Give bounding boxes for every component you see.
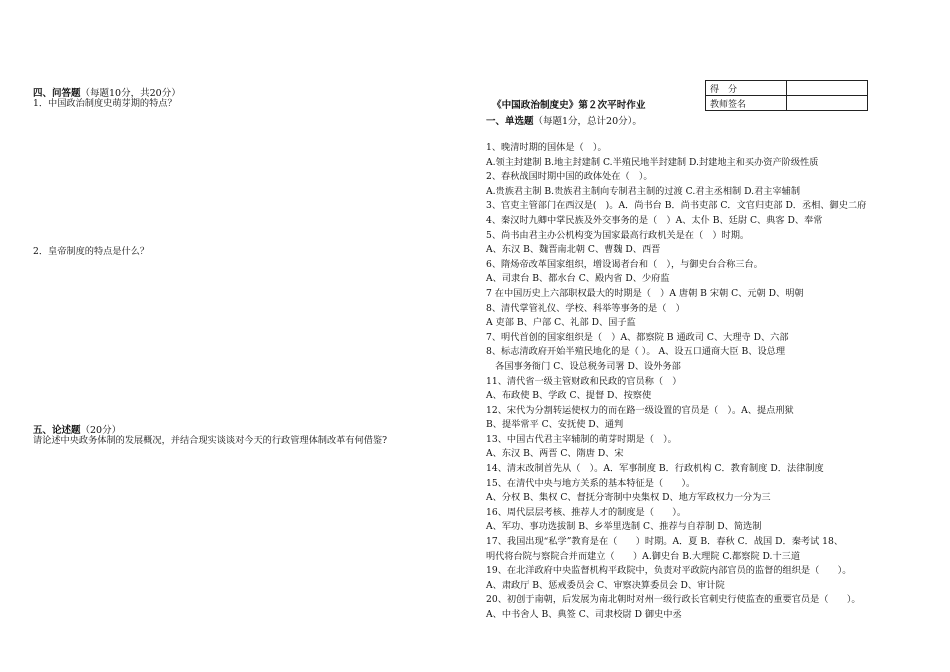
question-list <box>486 141 866 623</box>
question-line: 7 在中国历史上六部职权最大的时期是（ ）A 唐朝 B 宋朝 C、元朝 D、明朝 <box>486 287 804 299</box>
section5-title: 五、论述题 <box>33 425 81 436</box>
score-label: 得 分 <box>706 81 787 96</box>
question-line: 19、在北洋政府中央监督机构平政院中，负责对平政院内部官员的监督的组织是（ ）。 <box>486 565 852 577</box>
question-line: 1、晚清时期的国体是（ ）。 <box>486 142 607 153</box>
question-line: 5、尚书由君主办公机构变为国家最高行政机关是在（ ）时期。 <box>486 229 750 241</box>
question-line: A、布政使 B、学政 C、提督 D、按察使 <box>486 390 652 402</box>
question-line: 6、隋炀帝改革国家组织，增设谒者台和（ ），与御史台合称三台。 <box>486 258 763 270</box>
score-value-cell[interactable] <box>787 81 868 96</box>
section1-note: （每题1分，总计20分）。 <box>533 116 642 127</box>
question-line: A、东汉 B、两晋 C、隋唐 D、宋 <box>486 448 624 460</box>
section1-heading <box>486 113 642 127</box>
section4-note: （每题10分，共20分） <box>80 88 181 99</box>
section1-title: 一、单选题 <box>486 116 534 127</box>
question-4-1: 1．中国政治制度史萌芽期的特点？ <box>33 98 177 109</box>
question-line: A.领主封建制 B.地主封建制 C.半殖民地半封建制 D.封建地主和买办资产阶级性质 <box>486 156 819 168</box>
question-line: 12、宋代为分割转运使权力的而在路一级设置的官员是（ ）。A、提点刑狱 <box>486 404 794 416</box>
question-line: A、东汉 B、魏晋南北朝 C、曹魏 D、西晋 <box>486 244 661 256</box>
section4-title: 四、问答题 <box>33 88 81 99</box>
document-title: 《中国政治制度史》第２次平时作业 <box>492 100 646 111</box>
question-4-2: 2．皇帝制度的特点是什么？ <box>33 246 150 257</box>
question-line: 15、在清代中央与地方关系的基本特征是（ ）。 <box>486 477 696 489</box>
signature-value-cell[interactable] <box>787 96 868 111</box>
question-line: 2、春秋战国时期中国的政体处在（ ）。 <box>486 171 653 183</box>
question-line: 16、周代层层考核、推荐人才的制度是（ ）。 <box>486 506 687 518</box>
question-line: A、中书舍人 B、典签 C、司隶校尉 D 御史中丞 <box>486 609 682 620</box>
question-line: A 吏部 B、户部 C、礼部 D、国子监 <box>486 317 636 329</box>
question-line: A.贵族君主制 B.贵族君主制向专制君主制的过渡 C.君主丞相制 D.君主宰辅制 <box>486 185 801 197</box>
question-line: 明代将台院与察院合并而建立（ ）A.御史台 B.大理院 C.都察院 D.十三道 <box>486 550 801 562</box>
score-table <box>705 80 868 111</box>
signature-label: 教师签名 <box>706 96 787 111</box>
question-line: A、肃政厅 B、惩戒委员会 C、审察决算委员会 D、审计院 <box>486 579 725 591</box>
section5-note: （20分） <box>80 425 122 436</box>
question-line: 8、清代掌管礼仪、学校、科举等事务的是（ ） <box>486 302 685 314</box>
question-line: 20、初创于南朝，后发展为南北朝时对州一级行政长官刺史行使监查的重要官员是（ ）。 <box>486 594 861 606</box>
question-line: 4、秦汉时九卿中掌民族及外交事务的是（ ）A、太仆 B、廷尉 C、典客 D、奉常 <box>486 214 823 226</box>
question-line: A、司隶台 B、都水台 C、殿内省 D、少府监 <box>486 273 670 285</box>
question-line: A、分权 B、集权 C、督抚分寄制中央集权 D、地方军政权力一分为三 <box>486 492 771 504</box>
question-line: 11、清代省一级主管财政和民政的官员称（ ） <box>486 375 682 387</box>
question-line: 3、官吏主管部门在西汉是( )。A．尚书台 B．尚书吏部 C．文官归吏部 D．丞相、御史二府 <box>486 200 867 212</box>
question-line: 14、清末改制首先从（ ）。A．军事制度 B．行政机构 C．教育制度 D．法律制度 <box>486 463 824 475</box>
question-5-1: 请论述中央政务体制的发展概况，并结合现实谈谈对今天的行政管理体制改革有何借鉴? <box>33 435 388 446</box>
question-line: A、军功、事功选拔制 B、乡举里选制 C、推荐与自荐制 D、简选制 <box>486 521 762 533</box>
question-line: 8、标志清政府开始半殖民地化的是（ ）。 A、设五口通商大臣 B、设总理 <box>486 346 786 358</box>
question-line: 7、明代首创的国家组织是（ ）A、都察院 B 通政司 C、大理寺 D、六部 <box>486 331 789 343</box>
question-line: B、提举常平 C、安抚使 D、通判 <box>486 419 624 431</box>
question-line: 各国事务衙门 C、设总税务司署 D、设外务部 <box>486 360 681 372</box>
question-line: 13、中国古代君主宰辅制的萌芽时期是（ ）。 <box>486 433 677 445</box>
question-line: 17、我国出现“私学”教育是在（ ）时期。A．夏 B．春秋 C．战国 D．秦考试 18、 <box>486 536 844 548</box>
